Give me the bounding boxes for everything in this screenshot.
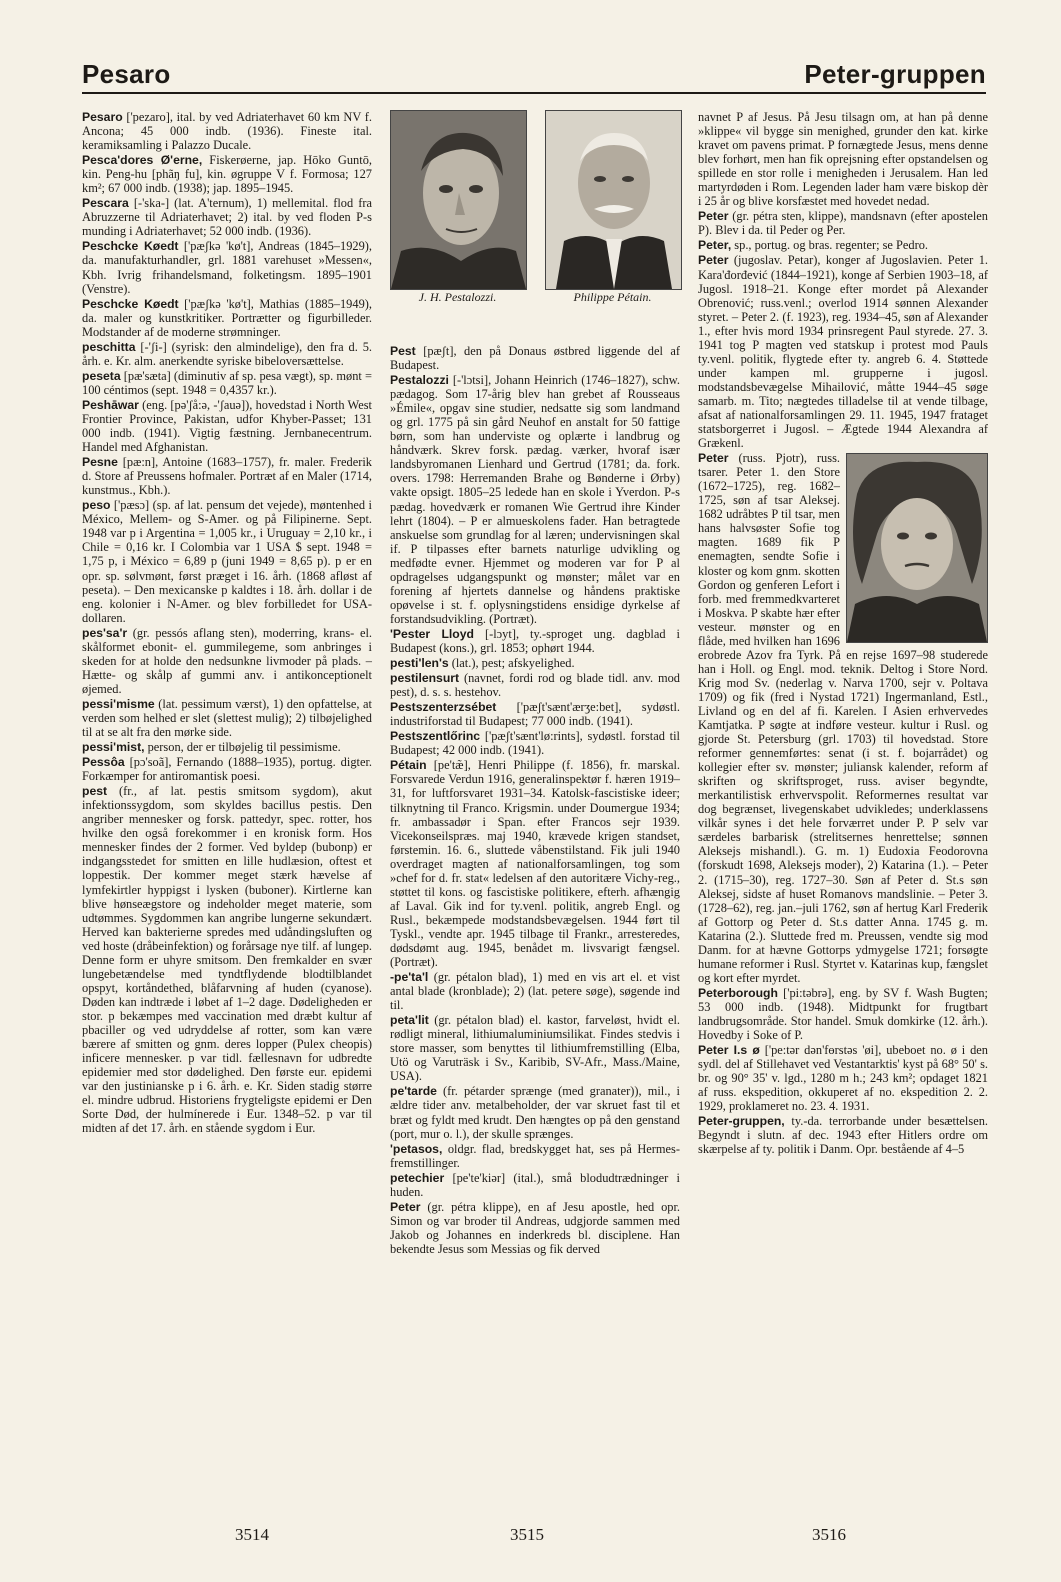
- entry-text: (eng. [pə'ʃå:ə, -'ʃauə]), hovedstad i North West Frontier Province, Pakistan, udfor Khyber-Passet; 131 000 indb. (1941). Vigtig fæstning. Jernbanecentrum. Handel med Afghanistan.: [82, 397, 372, 455]
- entry-headword: Peter: [698, 253, 729, 268]
- entry-headword: Peschcke Køedt: [82, 296, 179, 311]
- entry-headword: Peter I.s ø: [698, 1043, 760, 1058]
- entry-text: navnet P af Jesus. På Jesu tilsagn om, at han på denne »klippe« vil bygge sin menighed, grunder den kat. kirke kravet om pavens primat. P fornægtede Jesus, mens denne blev forhørt, men han fik oprejsning efter opstandelsen og spillede en stor rolle i menigheden i Jerusalem. Han led martyrdøden i Rom. Legenden lader ham være biskop dèr i 25 år og blive korsfæstet med hovedet nedad.: [698, 110, 988, 209]
- entry-text: (jugoslav. Petar), konger af Jugoslavien. Peter 1. Kara'đorđević (1844–1921), konge af Serbien 1903–18, af Jugosl. 1918–21. Konge efter mordet på Alexander Obrenović; russ.venl.; overlod 1914 sønnen Alexander styret. – Peter 2. (f. 1923), reg. 1934–45, søn af Alexander 1., efter hvis mord 1934 prinsregent Paul styrede. 27. 3. 1941 tog P magten ved statskup i protest mod Pauls ty.venl. politik, flygtede efter ty. angreb 6. 4. Støttede under kampen ml. grupperne i jugosl. modstandsbevægelse Mihailović, måtte 1944–45 søge samarb. m. Tito; nægtedes tilladelse til at vende tilbage, afsat af nationalforsamlingen 29. 11. 1945, 1947 frataget statsborgerret i Jugosl. – Ægtede 1944 Alexandra af Grækenl.: [698, 253, 988, 451]
- entry-text: [-'lɔtsi], Johann Heinrich (1746–1827), schw. pædagog. Som 17-årig blev han grebet af Rousseaus »Émile«, opgav sine studier, nedsatte sig som landmand og grl. 1775 på sin gård Neuhof en anstalt for 50 fattige børn, som han underviste og oplærte i landbrug og håndværk. Skrev forsk. pædag. værker, hvoraf især landsbyromanen Lienhard und Gertrud (1781; da. fork. overs. 1798: Herremanden Brahe og Bønderne i Ørby) vakte opsigt. 1805–25 ledede han en skole i Yverdon. P-s pædag. hovedværk er romanen Wie Gertrud ihre Kinder lehrt (1804). – P er almueskolens fader. Han betragtede anskuelse som grundlag for al læren; undervisningen skal if. P tilpasses efter barnets naturlige udvikling og medfødte evner. Hjemmet og moderen var for P al opdragelses udgangspunkt og mønster; målet var en forening af hjertets dannelse og håndens praktiske opøvelse i st. f. oplysningstidens ensidige dyrkelse af forstandsudvikling. (Portræt).: [390, 373, 680, 626]
- entry-text: (navnet, fordi rod og blade tidl. anv. mod pest), d. s. s. hestehov.: [390, 671, 680, 700]
- entry-peter-tsars: [698, 451, 988, 985]
- entry: [390, 1142, 680, 1170]
- entry-headword: peta'lit: [390, 1013, 429, 1028]
- entry-headword: Peschcke Køedt: [82, 239, 179, 254]
- entry-headword: peschitta: [82, 339, 136, 354]
- entry-text: ty.-da. terrorbande under besættelsen. Begyndt i slutn. af dec. 1943 efter Hitlers ordre om skærpelse af ty. politik i Danm. Opr. bestående af 4–5: [698, 1114, 988, 1157]
- entry-headword: Pesaro: [82, 110, 123, 124]
- entry-headword: pesti'len's: [390, 656, 449, 671]
- entry-headword: pestilensurt: [390, 671, 460, 686]
- caption-pestalozzi: J. H. Pestalozzi.: [418, 290, 497, 304]
- entry-headword: Pesne: [82, 455, 118, 470]
- header-left-word: Pesaro: [82, 59, 171, 89]
- entry: [698, 1114, 988, 1156]
- entry-text: [pæ'sæta] (diminutiv af sp. pesa vægt), sp. mønt = 100 céntimos (sept. 1948 = 0,4357 kr.).: [82, 368, 372, 397]
- entry-headword: 'petasos,: [390, 1141, 443, 1156]
- entry-text: (russ. Pjotr), russ. tsarer. Peter 1. den Store (1672–1725), reg. 1682–1725, søn af tsar Aleksej. 1682 udråbtes P til tsar, men hans halvsøster Sofie tog magten. 1689 fik P enemagten, sendte Sofie i kloster og kom gnm. skotten Gordon og genferen Lefort i forb. med fremmedkvarteret i Moskva. P skabte hær efter vesteur. mønster og en flåde, med hvilken han 1696 erobrede Azov fra Tyrk. På en rejse 1697–98 studerede han i Holl. og Engl. mod. teknik. Deltog i Store Nord. Krig mod Sv. (nederlag v. Narva 1700, sejr v. Poltava 1709) og fik (fred i Nystad 1721) Ingermanland, Estl., Livland og en del af fi. Karelen. I Asien erhvervedes Kamtjatka. P søgte at indføre vesteur. kultur i Rusl. og gjorde St. Petersburg (grl. 1703) til hovedstad. Store reformer gennemførtes: senat (i st. f. bojarrådet) og kollegier efter sv. mønster; juliansk kalender, reform af skriften og skriftsproget, russ. aviser begyndte, merkantilistisk erhvervspolit. Reformernes resultat var dog begrænset, livegenskabet udvikledes; underklassens vilkår synes i det hele forværret under P. P selv var særdeles barbarisk (strelitsernes henrettelse; sønnen Aleksejs mishandl.). G. m. 1) Eudoxia Feodorovna (forskudt 1698, Aleksejs moder), 2) Katarina (1.). – Peter 2. (1715–30), reg. 1727–30. Søn af Peter d. St.s søn Aleksej, sidste af huset Romanovs mandslinie. – Peter 3. (1728–62), reg. jan.–juli 1762, søn af hertug Karl Frederik af Gottorp og Peter d. St.s datter Anna. 1745 g. m. Katarina (2.). Sluttede fred m. Preussen, vendte sig mod Danm. for at hævne Gottorps ydmygelse 1721; forsøgte humane reformer i Rusl. Styrtet v. Katarinas kup, fængslet og kort efter myrdet.: [698, 451, 988, 985]
- portrait-peter-the-great: [846, 453, 988, 643]
- entry-text: [pæʃt], den på Donaus østbred liggende del af Budapest.: [390, 344, 680, 373]
- entry-headword: Pescara: [82, 196, 129, 211]
- entry: [390, 344, 680, 372]
- entry: [390, 729, 680, 757]
- entry-text: ['pezaro], ital. by ved Adriaterhavet 60 km NV f. Ancona; 45 000 indb. (1936). Fineste ital. keramiksamling i Palazzo Ducale.: [82, 110, 372, 153]
- entry-text: ['pæʃt'sænt'lø:rints], sydøstl. forstad til Budapest; 42 000 indb. (1941).: [390, 729, 680, 758]
- entry: [390, 1200, 680, 1256]
- entry-text: [-'ska-] (lat. A'ternum), 1) mellemital. flod fra Abruzzerne til Adriaterhavet; 2) ital. by ved floden P-s munding i Adriaterhavet; 52 000 indb. (1936).: [82, 196, 372, 239]
- entry-text: [-'ʃi-] (syrisk: den almindelige), den fra d. 5. årh. e. Kr. alm. anerkendte syriske bibeloversættelse.: [82, 339, 372, 368]
- entry: [82, 784, 372, 1135]
- entry: [82, 196, 372, 238]
- entry: [82, 697, 372, 739]
- entry-text: [pe'te'kiər] (ital.), små blodudtrædninger i huden.: [390, 1170, 680, 1199]
- column-right-entries-top: [698, 110, 988, 450]
- entry-text: person, der er tilbøjelig til pessimisme.: [144, 740, 341, 755]
- column-right-entries-bottom: [698, 986, 988, 1157]
- entry: [390, 656, 680, 670]
- entry: [82, 398, 372, 454]
- entry-headword: Peter-gruppen,: [698, 1114, 785, 1129]
- entry: [390, 627, 680, 655]
- entry-headword: pest: [82, 784, 108, 799]
- entry: [82, 498, 372, 624]
- caption-petain: Philippe Pétain.: [573, 290, 652, 304]
- entry: [390, 671, 680, 699]
- entry-text: (gr. pétra sten, klippe), mandsnavn (efter apostelen P). Blev i da. til Peder og Per.: [698, 209, 988, 238]
- entry: [390, 758, 680, 969]
- entry-text: ['pæʃt'sænt'ærʒe:bet], sydøstl. industriforstad til Budapest; 77 000 indb. (1941).: [390, 700, 680, 729]
- entry-headword: petechier: [390, 1170, 445, 1185]
- entry-headword: pe'tarde: [390, 1084, 437, 1099]
- entry-headword: Peter,: [698, 238, 732, 253]
- entry: [698, 253, 988, 450]
- entry: [82, 239, 372, 295]
- entry: [82, 626, 372, 696]
- entry-headword: Pestalozzi: [390, 373, 449, 388]
- entry-headword: Peter: [698, 451, 729, 466]
- header-right-word: Peter-gruppen: [804, 59, 986, 89]
- entry-headword: peseta: [82, 368, 121, 383]
- entry: [82, 755, 372, 783]
- entry: [82, 297, 372, 339]
- entry: [82, 110, 372, 152]
- column-middle-entries: [390, 344, 680, 1256]
- entry-text: (gr. pétalon blad), 1) med en vis art el. et vist antal blade (kronblade); 2) (lat. petere søge), søgende ind til.: [390, 970, 680, 1013]
- page-header: [82, 52, 986, 94]
- entry: [82, 455, 372, 497]
- entry-headword: pessi'misme: [82, 696, 155, 711]
- entry-headword: Peter: [390, 1199, 421, 1214]
- entry-text: ['pe:tər dən'fɵrstəs 'øi], ubeboet no. ø i den sydl. del af Stillehavet ved Vestantarktis' kyst på 68° 50' s. br. og 90° 35' v. lgd., 1280 m h.; 243 km²; opdaget 1821 af russ. ekspedition, okkuperet af no. ekspedition 2. 2. 1929, proklameret no. 23. 4. 1931.: [698, 1043, 988, 1114]
- entry-headword: Peter: [698, 209, 729, 224]
- portrait-pair: [390, 110, 680, 340]
- portrait-pestalozzi: [390, 110, 527, 290]
- entry-headword: Pétain: [390, 758, 427, 773]
- entry-text: (gr. pessós aflang sten), moderring, krans- el. skålformet ebonit- el. gummilegeme, som anbringes i skeden for at holde den nedsunkne livmoder på plads. – Hætte- og skålp af gummi anv. i antikonceptionelt øjemed.: [82, 625, 372, 696]
- entry: [698, 986, 988, 1042]
- entry: [82, 369, 372, 397]
- entry: [390, 700, 680, 728]
- entry-text: [pæ:n], Antoine (1683–1757), fr. maler. Frederik d. Store af Preussens hofmaler. Portræt af en Maler (1714, kunstmus., Kbh.).: [82, 455, 372, 498]
- entry-text: ['pæʃkə 'kø't], Andreas (1845–1929), da. manufakturhandler, grl. 1881 varehuset »Messen«, Kbh. Ivrig frihandelsmand, folketingsm. 1895–1901 (Venstre).: [82, 239, 373, 296]
- page-numbers: [0, 1525, 1061, 1555]
- entry-headword: Pessôa: [82, 755, 125, 770]
- text-columns: [82, 110, 988, 1490]
- entry-text: [pɔ'soã], Fernando (1888–1935), portug. digter. Forkæmper for antiromantisk poesi.: [82, 755, 372, 784]
- entry-headword: 'Pester Lloyd: [390, 626, 474, 641]
- entry-text: (fr., af lat. pestis smitsom sygdom), akut infektionssygdom, som skyldes bacillus pestis. Den angriber mennesker og forsk. pattedyr, spec. rotter, hos hvilke den også forekommer i en kronisk form. Hos mennesker findes der 2 former. Ved byldep (bubonp) er indgangsstedet for smitten en lille hudlæsion, oftest et loppestik. Der kommer meget stærk hævelse af lymfekirtler hyppigst i lysken (buboner). Kirtlerne kan blive hønseægstore og indeholder meget materie, som udtømmes. Sygdommen kan angribe lungerne sekundært. Herved kan bakterierne spredes med udåndingsluften og ved hoste (dråbeinfektion) og forårsage nye tilf. af lungep. Denne form er uhyre smitsom. Den fremkalder en svær lungebetændelse med tyndtflydende blodtilblandet opspyt, kortåndethed, blåfarvning af huden (cyanose). Døden kan indtræde i løbet af 1–2 dage. Dødeligheden er stor. p bekæmpes med vaccination med dræbt kultur af pbaciller og ved udryddelse af rotter, som kan være bærere af smitten og gnm. deres lopper (Pulex cheopis) inficere mennesker. p var tidl. fællesnavn for udbredte epidemier med stor dødelighed. Den første eur. epidemi var den justinianske p i 6. årh. e. Kr. Siden stadig større el. mindre udbrud. Historiens frygteligste epidemi er Den Sorte Død, der hulmínerede i Eur. 1348–52. p var til midten af det 17. årh. en stående sygdom i Eur.: [82, 784, 372, 1136]
- entry: [390, 1171, 680, 1199]
- page-number-left: 3514: [235, 1525, 269, 1544]
- column-middle: [390, 110, 680, 1257]
- entry: [698, 1043, 988, 1113]
- entry-text: sp., portug. og bras. regenter; se Pedro.: [731, 238, 929, 253]
- entry-headword: pes'sa'r: [82, 625, 128, 640]
- entry-text: oldgr. flad, bredskygget hat, ses på Hermes-fremstillinger.: [390, 1141, 680, 1170]
- column-left: [82, 110, 372, 1136]
- entry-text: ['pæsɔ] (sp. af lat. pensum det vejede), møntenhed i México, Mellem- og S-Amer. og på Filipinerne. Sept. 1948 var p i Argentina = 1,005 kr., i Uruguay = 2,10 kr., i Chile = 0,16 kr. I Colombia var 1 USA $ sept. 1948 = 1,75 p, i México = 6,89 p (juni 1949 = 8,65 p). p er en opr. sp. sølvmønt, først præget i 16. årh. (1868 afløst af peseta). – Den mexicanske p kaldtes i 18. årh. dollar i de eng. kolonier i N-Amer. og blev forbilledet for USA-dollaren.: [82, 498, 372, 625]
- portrait-petain: [545, 110, 682, 290]
- entry: [82, 153, 372, 195]
- column-right: [698, 110, 988, 1157]
- entry-text: ['pæʃkə 'kø't], Mathias (1885–1949), da. maler og kunstkritiker. Portrætter og figurbilleder. Modstander af de moderne strømninger.: [82, 296, 372, 339]
- entry-text: ['pi:təbrə], eng. by SV f. Wash Bugten; 53 000 indb. (1948). Midtpunkt for frugtbart landbrugsområde. Stor handel. Smuk domkirke (12. årh.). Hovedby i Soke of P.: [698, 985, 988, 1043]
- entry-headword: Pest: [390, 344, 416, 358]
- entry: [698, 110, 988, 208]
- entry-headword: Pesca'dores Ø'erne,: [82, 153, 203, 168]
- entry: [82, 340, 372, 368]
- entry: [390, 373, 680, 626]
- entry-headword: -pe'ta'l: [390, 970, 429, 985]
- entry-headword: Peterborough: [698, 985, 778, 1000]
- page-number-right: 3516: [812, 1525, 846, 1544]
- entry-headword: Pestszentlőrinc: [390, 729, 481, 744]
- entry-headword: pessi'mist,: [82, 740, 145, 755]
- entry-text: (gr. pétra klippe), en af Jesu apostle, hed opr. Simon og var broder til Andreas, udgjorde sammen med Jakob og Johannes en inderkreds bl. disciplene. Han bekendte Jesus som Messias og fik derved: [390, 1199, 680, 1256]
- entry-text: (gr. pétalon blad) el. kastor, farveløst, hvidt el. rødligt mineral, lithiumaluminiumsilikat. Findes stedvis i store masser, som benyttes til lithiumfremstilling (Elba, Utö og Varuträsk i Sv., Karibib, SV-Afr., Mass./Maine, USA).: [390, 1013, 680, 1084]
- entry-text: Fiskerøerne, jap. Hōko Guntō, kin. Peng-hu [phãŋ fu], kin. øgruppe V f. Formosa; 127 km²; 67 000 indb. (1938); jap. 1895–1945.: [82, 153, 372, 196]
- entry-headword: Pestszenterzsébet: [390, 700, 497, 715]
- entry-text: (lat.), pest; afskyelighed.: [448, 656, 575, 671]
- entry: [390, 1013, 680, 1083]
- entry: [82, 740, 372, 754]
- entry: [390, 1084, 680, 1140]
- entry-text: (lat. pessimum værst), 1) den opfattelse, at verden som helhed er slet (slettest mulig); 2) tilbøjelighed til at se alt fra den mørke side.: [82, 696, 372, 740]
- entry-text: [pe'tæ̃], Henri Philippe (f. 1856), fr. marskal. Forsvarede Verdun 1916, generalinspektør f. hæren 1919–31, for luftforsvaret 1931–34. Katolsk-fascistiske ideer; tilknytning til Franco. Krigsmin. under Doumergue 1934; fr. ambassadør i Span. efter Francos sejr 1939. Vicekonseilspræs. maj 1940, krævede krigen standset, førstemin. 16. 6., sluttede våbenstilstand. Fik juli 1940 overdraget magten af nationalforsamlingen, tog som »chef for d. fr. stat« ledelsen af den autoritære Vichy-reg., støttet til kons. og fascistiske politikere, efterh. afhængig af Laval. Gik ind for ty.venl. politik, angreb Engl. og Rusl., bekæmpede modstandsbevægelsen. 1944 ført til Tyskl., vendte apr. 1945 tilbage til Frankr., arresteredes, dødsdømt aug. 1945, benådet m. livsvarigt fængsel. (Portræt).: [390, 758, 680, 970]
- entry-text: [-lɔyt], ty.-sproget ung. dagblad i Budapest (kons.), grl. 1853; ophørt 1944.: [390, 626, 680, 655]
- page-number-middle: 3515: [510, 1525, 544, 1544]
- entry-text: (fr. pétarder sprænge (med granater)), mil., i ældre tider anv. metalbeholder, der var skruet fast til et bræt og fyldt med krudt. Den hængtes op på den genstand (port, mur o. l.), der skulle sprænges.: [390, 1084, 680, 1141]
- entry: [390, 970, 680, 1012]
- entry-headword: peso: [82, 498, 111, 513]
- entry-headword: Peshāwar: [82, 397, 139, 412]
- entry: [698, 209, 988, 237]
- entry: [698, 238, 988, 252]
